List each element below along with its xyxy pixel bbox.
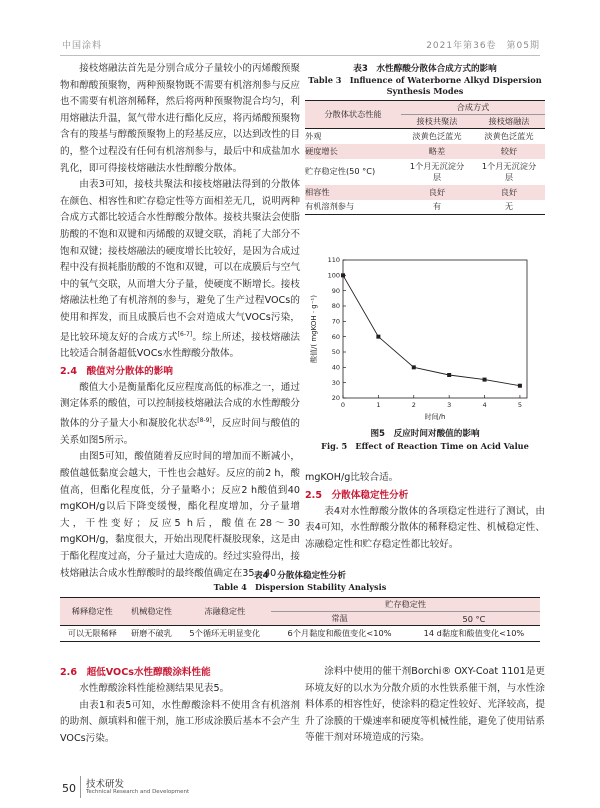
- citation: [8-9]: [197, 417, 212, 425]
- paragraph-3: [60, 380, 300, 450]
- y-axis-label: 酸值/( mgKOH · g⁻¹): [310, 295, 318, 363]
- y-tick-label: 30: [331, 378, 340, 387]
- y-tick-label: 40: [331, 363, 340, 372]
- header-rule: [60, 55, 540, 56]
- figure-5-caption-en: Fig. 5 Effect of Reaction Time on Acid Value: [321, 441, 529, 451]
- paragraph-drier: 涂料中使用的催干剂Borchi® OXY-Coat 1101是更环境友好的以水为分散介质的水性铁系催干剂，与水性涂料体系的相容性好，使涂料的稳定性较好、光泽较高，提升了涂膜的干燥速率和硬度等机械性能，避免了使用钴系等催干剂对环境造成的污染。: [305, 666, 545, 744]
- table-3-grid: [305, 100, 545, 215]
- table-3-caption-en: Table 3 Influence of Waterborne Alkyd Dispersion: [308, 75, 542, 85]
- table-3-cell: 较好: [500, 145, 518, 156]
- left-column: [60, 61, 300, 582]
- table-3-cell: 相容性: [305, 186, 330, 197]
- table-4-header-mechanical: 机械稳定性: [125, 598, 179, 626]
- plot-frame: [343, 260, 527, 398]
- issue-info: 2021年第36卷 第05期: [426, 41, 540, 51]
- paragraph-1: 接枝熔融法首先是分别合成分子量较小的丙烯酸预聚物和醇酸预聚物，两种预聚物既不需要有机溶剂参与反应也不需要有机溶剂稀释，然后将两种预聚物混合均匀，利用熔融法升温，氮气带水进行酯化反应，将丙烯酸预聚物含有的羧基与醇酸预聚物上的羟基反应，以达到改性的目的，整个过程没有任何有机溶剂参与，最后中和成盐加水乳化，即可得接枝熔融法水性醇酸分散体。: [60, 63, 300, 174]
- table-4-cell: 5个循环无明显变化: [189, 628, 261, 638]
- table-3-cell: 有机溶剂参与: [305, 201, 355, 212]
- paragraph-2-text: 由表3可知，接枝共聚法和接枝熔融法得到的分散体在颜色、相容性和贮存稳定性等方面相差无几，说明两种合成方式都比较适合水性醇酸分散体。接枝共聚法会使脂肪酸的不饱和双键和丙烯酸的双键交联，消耗了大部分不饱和双键；接枝熔融法的硬度增长比较好，是因为合成过程中没有损耗脂肪酸的不饱和双键，可以在成膜后与空气中的氧气交联，从而增大分子量，使硬度不断增长。接枝熔融法杜绝了有机溶剂的参与，避免了生产过程VOCs的使用和挥发，而且成膜后也不会对造成大气VOCs污染，是比较环境友好的合成方式: [60, 179, 300, 343]
- x-tick-label: 4: [482, 401, 487, 409]
- x-tick-label: 5: [517, 401, 522, 409]
- bottom-left-column: [60, 664, 300, 747]
- paragraph-2-6-a: 水性醇酸涂料性能检测结果见表5。: [79, 683, 230, 694]
- x-tick-label: 0: [340, 401, 346, 409]
- paragraph-3-text: 酸值大小是衡量酯化反应程度高低的标准之一，通过测定体系的酸值，可以控制接枝熔融法合成的水性醇酸分散体的分子量大小和凝胶化状态: [60, 381, 300, 430]
- table-3-cell: 贮存稳定性(50 °C): [305, 166, 376, 176]
- table-4-caption-en: Table 4 Dispersion Stability Analysis: [213, 582, 387, 592]
- table-3-cell: 淡黄色泛蓝光: [484, 130, 534, 141]
- section-2-4-heading: 2.4 酸值对分散体的影响: [60, 365, 173, 377]
- x-tick-label: 1: [376, 401, 381, 409]
- right-column: [305, 470, 545, 553]
- paragraph-2-5: 表4对水性醇酸分散体的各项稳定性进行了测试，由表4可知，水性醇酸分散体的稀释稳定性、机械稳定性、冻融稳定性和贮存稳定性都比较好。: [305, 505, 545, 550]
- y-tick-label: 20: [331, 394, 340, 403]
- table-3: [305, 63, 545, 215]
- table-3-header-perf: 分散体状态性能: [305, 101, 401, 129]
- table-4: [60, 570, 540, 642]
- paragraph-4: 由图5可知，酸值随着反应时间的增加而不断减小，酸值越低黏度会越大，干性也会越好。反应的前2 h，酸值高，但酯化程度低，分子量略小；反应2 h酸值到40 mgKOH/g以后下降变缓慢，酯化程度增加，分子量增大，干性变好；反应5 h后，酸值在28～30 mgKOH/g，黏度很大，开始出现爬杆凝胶现象，这是由于酯化程度过高，分子量过大造成的。经过实验得出，接枝熔融法合成水性醇酸时的最终酸值确定在35～40: [60, 451, 300, 579]
- y-tick-label: 80: [331, 302, 340, 311]
- x-axis-label: 时间/h: [424, 413, 446, 421]
- y-tick-label: 100: [327, 271, 340, 280]
- paragraph-2-end: 。综上所述，接枝熔融法比较适合制备超低VOCs水性醇酸分散体。: [60, 331, 301, 360]
- y-tick-label: 110: [327, 256, 340, 265]
- footer-column-en: Technical Research and Development: [86, 789, 190, 795]
- table-4-cell: 6个月黏度和酸值变化<10%: [287, 628, 392, 638]
- continued-text: mgKOH/g比较合适。: [305, 472, 399, 483]
- y-tick-label: 50: [331, 348, 340, 357]
- table-3-cell: 1个月无沉淀分层: [409, 160, 465, 182]
- footer-column-cn: 技术研发: [86, 779, 125, 790]
- table-3-cell: 硬度增长: [305, 145, 338, 156]
- x-tick-label: 3: [447, 401, 452, 409]
- table-3-cell: 1个月无沉淀分层: [481, 160, 537, 182]
- table-4-header-room-temp: 常温: [271, 612, 408, 626]
- data-point: [412, 365, 416, 369]
- figure-5-chart: [305, 250, 545, 428]
- y-tick-label: 70: [331, 317, 340, 326]
- figure-5-caption-cn: 图5 反应时间对酸值的影响: [370, 429, 480, 439]
- data-point: [376, 335, 380, 339]
- table-3-cell: 良好: [428, 186, 446, 197]
- data-point: [483, 378, 487, 382]
- y-tick-label: 60: [331, 332, 340, 341]
- y-tick-label: 90: [331, 286, 340, 295]
- table-3-caption-cn: 表3 水性醇酸分散体合成方式的影响: [353, 64, 497, 74]
- table-3-cell: 无: [504, 201, 514, 212]
- x-tick-label: 2: [411, 401, 416, 409]
- table-3-cell: 良好: [500, 186, 518, 197]
- paragraph-3-end: ，反应时间与酸值的关系如图5所示。: [60, 418, 301, 446]
- table-3-cell: 略差: [428, 145, 446, 156]
- data-point: [341, 273, 345, 277]
- table-4-caption-cn: 表4 分散体稳定性分析: [254, 571, 346, 581]
- citation: [6-7]: [177, 330, 193, 338]
- series-line: [343, 275, 520, 385]
- data-point: [518, 384, 522, 388]
- table-3-cell: 淡黄色泛蓝光: [412, 130, 462, 141]
- table-3-cell: 有: [432, 201, 442, 212]
- bottom-right-column: [305, 664, 545, 747]
- footer-divider: [80, 776, 81, 798]
- data-point: [447, 373, 451, 377]
- table-3-caption-en-2: Synthesis Modes: [386, 86, 464, 96]
- table-3-header-a: 接枝共聚法: [401, 115, 473, 129]
- table-4-header-freeze-thaw: 冻融稳定性: [178, 598, 271, 626]
- table-3-header-b: 接枝熔融法: [473, 115, 545, 129]
- table-3-header-method: 合成方式: [401, 101, 545, 115]
- table-3-cell: 外观: [305, 130, 322, 141]
- page-number: 50: [62, 782, 76, 795]
- table-4-header-storage: 贮存稳定性: [271, 598, 540, 612]
- table-4-cell: 研磨不破乳: [130, 628, 172, 638]
- section-2-6-heading: 2.6 超低VOCs水性醇酸涂料性能: [60, 667, 211, 678]
- table-4-cell: 可以无限稀释: [67, 628, 117, 638]
- table-4-header-50c: 50 °C: [408, 612, 540, 626]
- paragraph-2: [60, 177, 300, 363]
- paragraph-2-6-b: 由表1和表5可知，水性醇酸涂料不使用含有机溶剂的助剂、颜填料和催干剂，施工形成涂膜后基本不会产生VOCs污染。: [60, 699, 300, 744]
- table-4-grid: [60, 597, 540, 642]
- table-4-cell: 14 d黏度和酸值变化<10%: [423, 628, 525, 638]
- section-2-5-heading: 2.5 分散体稳定性分析: [305, 489, 409, 501]
- table-4-header-dilution: 稀释稳定性: [60, 598, 125, 626]
- journal-name: 中国涂料: [62, 41, 103, 51]
